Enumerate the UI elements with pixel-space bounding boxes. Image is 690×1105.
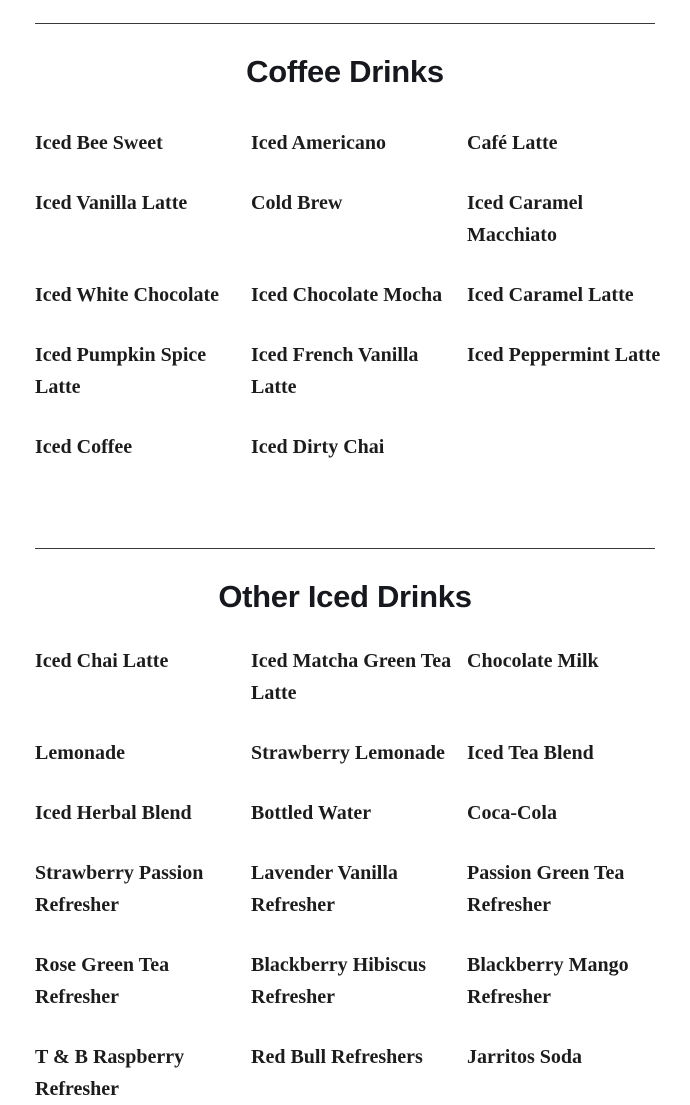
other-iced-drinks-section: [35, 548, 655, 1100]
menu-item: Coca-Cola: [467, 802, 557, 824]
menu-item: Blackberry Hibiscus Refresher: [251, 954, 427, 1008]
menu-item: Iced Tea Blend: [467, 742, 594, 764]
menu-item: T & B Raspberry Refresher: [35, 1046, 185, 1100]
menu-item: Iced Chocolate Mocha: [251, 284, 443, 306]
menu-item: Iced White Chocolate: [35, 284, 220, 306]
menu-item: Iced Pumpkin Spice Latte: [35, 344, 207, 398]
menu-item: Iced Matcha Green Tea Latte: [251, 650, 452, 704]
menu-item: Iced Peppermint Latte: [467, 344, 661, 366]
menu-item: Chocolate Milk: [467, 650, 599, 672]
menu-item: Rose Green Tea Refresher: [35, 954, 170, 1008]
menu-item: Iced French Vanilla Latte: [251, 344, 419, 398]
menu-item: Bottled Water: [251, 802, 372, 824]
menu-item: Strawberry Passion Refresher: [35, 862, 204, 916]
menu-item: Blackberry Mango Refresher: [467, 954, 629, 1008]
menu-item: Red Bull Refreshers: [251, 1046, 423, 1068]
menu-item: Lemonade: [35, 742, 125, 764]
drink-list: [35, 645, 675, 1105]
menu-item: Iced Caramel Macchiato: [467, 192, 584, 246]
menu-item: Iced Dirty Chai: [251, 436, 385, 458]
section-divider: [35, 548, 655, 549]
menu-item: Iced Chai Latte: [35, 650, 169, 672]
menu-item: Iced Caramel Latte: [467, 284, 634, 306]
menu-item: Cold Brew: [251, 192, 343, 214]
menu-item: Strawberry Lemonade: [251, 742, 445, 764]
menu-item: Café Latte: [467, 132, 558, 154]
menu-item: Jarritos Soda: [467, 1046, 582, 1068]
menu-item: Iced Bee Sweet: [35, 132, 163, 154]
menu-item: Iced Herbal Blend: [35, 802, 192, 824]
section-divider: [35, 23, 655, 24]
menu-item: Lavender Vanilla Refresher: [251, 862, 398, 916]
section-title: Coffee Drinks: [246, 54, 444, 89]
drink-list: [35, 127, 675, 463]
menu-item: Iced Vanilla Latte: [35, 192, 188, 214]
menu-item: Passion Green Tea Refresher: [467, 862, 625, 916]
section-title: Other Iced Drinks: [218, 579, 472, 614]
coffee-drinks-section: [35, 23, 661, 458]
menu-item: Iced Coffee: [35, 436, 133, 458]
menu-item: Iced Americano: [251, 132, 386, 154]
